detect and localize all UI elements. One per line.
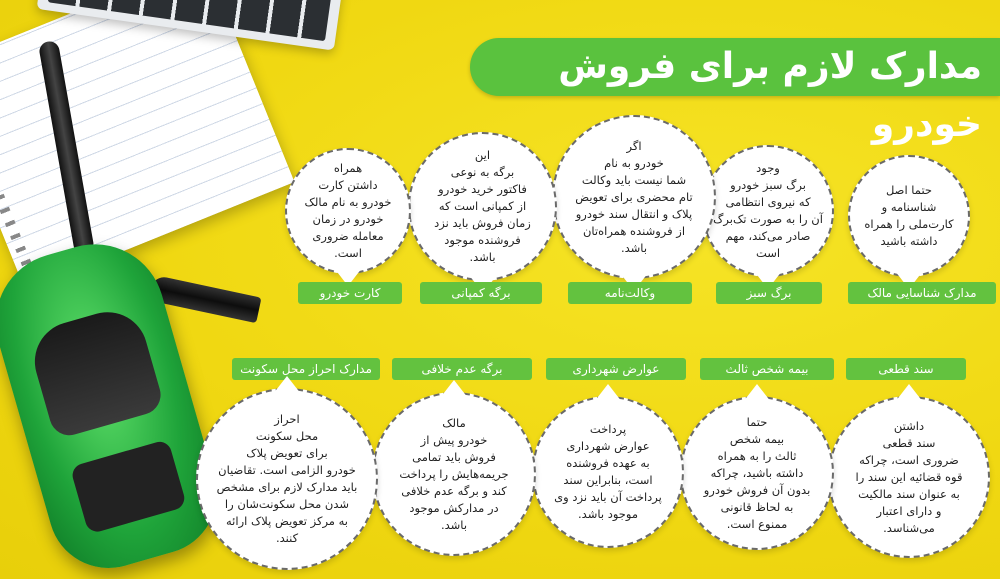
label-company-sheet: برگه کمپانی <box>420 282 542 304</box>
bubble-text: این برگه به نوعی فاکتور خرید خودرو از کمپانی است که زمان فروش باید نزد فروشنده موجود باشد. <box>434 148 531 264</box>
bubble-text: حتما اصل شناسنامه و کارت‌ملی را همراه داشته باشید <box>864 183 954 248</box>
bubble-company-sheet <box>408 132 557 281</box>
label-municipal-fees: عوارض شهرداری <box>546 358 686 380</box>
label-deed: سند قطعی <box>846 358 966 380</box>
bubble-municipal-fees <box>532 396 684 548</box>
bubble-text: داشتن سند قطعی ضروری است، چراکه قوه قضائیه این سند را به عنوان سند مالکیت و دارای اعتبار می‌شناسد. <box>855 418 963 535</box>
bubble-no-violation <box>372 392 536 556</box>
bubble-car-card <box>285 148 411 274</box>
bubble-third-party-insurance <box>680 396 834 550</box>
bubble-text: پرداخت عوارض شهرداری به عهده فروشنده است، بنابراین سند پرداخت آن باید نزد وی موجود باشد. <box>554 422 662 521</box>
page-title: مدارک لازم برای فروش خودرو <box>558 46 982 145</box>
label-third-party-insurance: بیمه شخص ثالث <box>700 358 834 380</box>
bubble-text: حتما بیمه شخص ثالث را به همراه داشته باشید، چراکه بدون آن فروش خودرو به لحاظ قانونی ممنوع است. <box>703 414 811 531</box>
label-green-card: برگ سبز <box>716 282 822 304</box>
green-car-illustration <box>0 228 231 579</box>
bubble-green-card <box>702 145 834 277</box>
bubble-text: اگر خودرو به نام شما نیست باید وکالت تام محضری برای تعویض پلاک و انتقال سند خودرو از فروشنده همراه‌تان باشد. <box>575 138 693 255</box>
label-residence-proof: مدارک احراز محل سکونت <box>232 358 380 380</box>
bubble-power-of-attorney <box>552 115 716 279</box>
label-owner-id: مدارک شناسایی مالک <box>848 282 996 304</box>
bubble-deed <box>828 396 990 558</box>
bubble-owner-id <box>848 155 970 277</box>
notebook-rings <box>0 62 40 288</box>
label-no-violation: برگه عدم خلافی <box>392 358 532 380</box>
bubble-text: مالک خودرو پیش از فروش باید تمامی جریمه‌هایش را پرداخت کند و برگه عدم خلافی در مدارکش موجود باشد. <box>399 415 509 532</box>
label-power-of-attorney: وکالت‌نامه <box>568 282 692 304</box>
bubble-text: احراز محل سکونت برای تعویض پلاک خودرو الزامی است. تقاضیان باید مدارک لازم برای مشخص شدن محل سکونت‌شان را به مرکز تعویض پلاک ارائه کنند. <box>216 412 358 545</box>
bubble-residence-proof <box>196 388 378 570</box>
label-car-card: کارت خودرو <box>298 282 402 304</box>
bubble-text: همراه داشتن کارت خودرو به نام مالک خودرو در زمان معامله ضروری است. <box>304 161 392 260</box>
bubble-text: وجود برگ سبز خودرو که نیروی انتظامی آن را به صورت تک‌برگ صادر می‌کند، مهم است <box>713 161 823 260</box>
